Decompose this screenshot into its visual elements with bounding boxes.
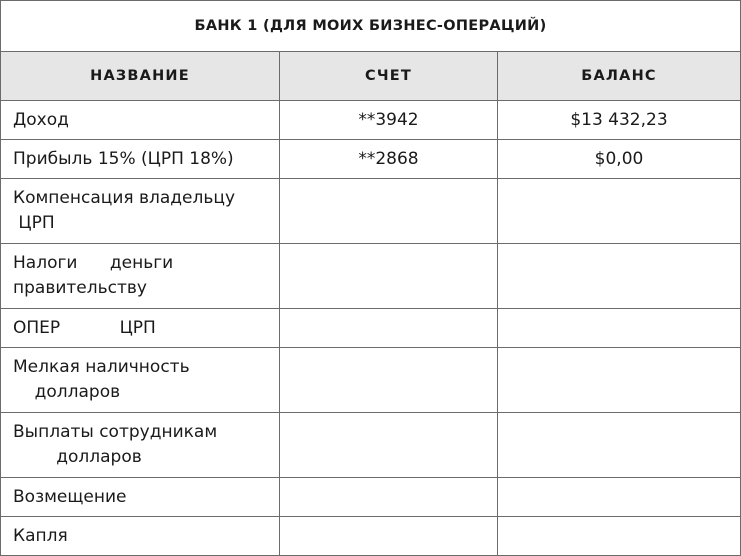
row-balance [498,517,741,556]
row-balance [498,179,741,244]
row-name-line2: правительству [13,278,147,298]
row-balance [498,309,741,348]
row-account [280,244,498,309]
row-name [1,517,280,556]
row-name [1,101,280,140]
row-account [280,517,498,556]
row-name-line1: Капля [13,525,68,546]
row-account [280,309,498,348]
row-name-line1: Доход [13,109,69,130]
header-row [1,52,741,101]
row-account [280,348,498,413]
row-name [1,478,280,517]
row-balance [498,478,741,517]
row-name-line1: Мелкая наличность [13,357,190,377]
row-name-line1: Выплаты сотрудникам [13,422,218,442]
row-name [1,413,280,478]
table-row [1,517,741,556]
header-account: СЧЕТ [280,52,498,101]
row-account [280,179,498,244]
header-balance: БАЛАНС [498,52,741,101]
row-balance [498,244,741,309]
table-title: БАНК 1 (ДЛЯ МОИХ БИЗНЕС-ОПЕРАЦИЙ) [1,1,741,52]
table-row [1,413,741,478]
row-name [1,348,280,413]
row-name-line2: долларов [13,447,142,467]
row-name-line1: Налоги деньги [13,253,174,273]
row-name-line1: Возмещение [13,486,127,507]
table-row [1,348,741,413]
row-account: **2868 [280,140,498,179]
row-name-line1: ОПЕР ЦРП [13,317,156,338]
row-name [1,179,280,244]
table-row [1,140,741,179]
row-name-line1: Компенсация владельцу [13,188,236,208]
row-balance [498,348,741,413]
row-name-line2: ЦРП [13,213,55,233]
row-balance [498,413,741,478]
table-row [1,244,741,309]
row-name [1,140,280,179]
table-row [1,309,741,348]
table-row [1,179,741,244]
row-account [280,478,498,517]
title-row [1,1,741,52]
row-balance: $0,00 [498,140,741,179]
header-name: НАЗВАНИЕ [1,52,280,101]
table-row [1,101,741,140]
row-account: **3942 [280,101,498,140]
table-row [1,478,741,517]
row-name-line1: Прибыль 15% (ЦРП 18%) [13,148,234,169]
row-name [1,244,280,309]
row-name-line2: долларов [13,382,121,402]
row-balance: $13 432,23 [498,101,741,140]
row-account [280,413,498,478]
row-name [1,309,280,348]
